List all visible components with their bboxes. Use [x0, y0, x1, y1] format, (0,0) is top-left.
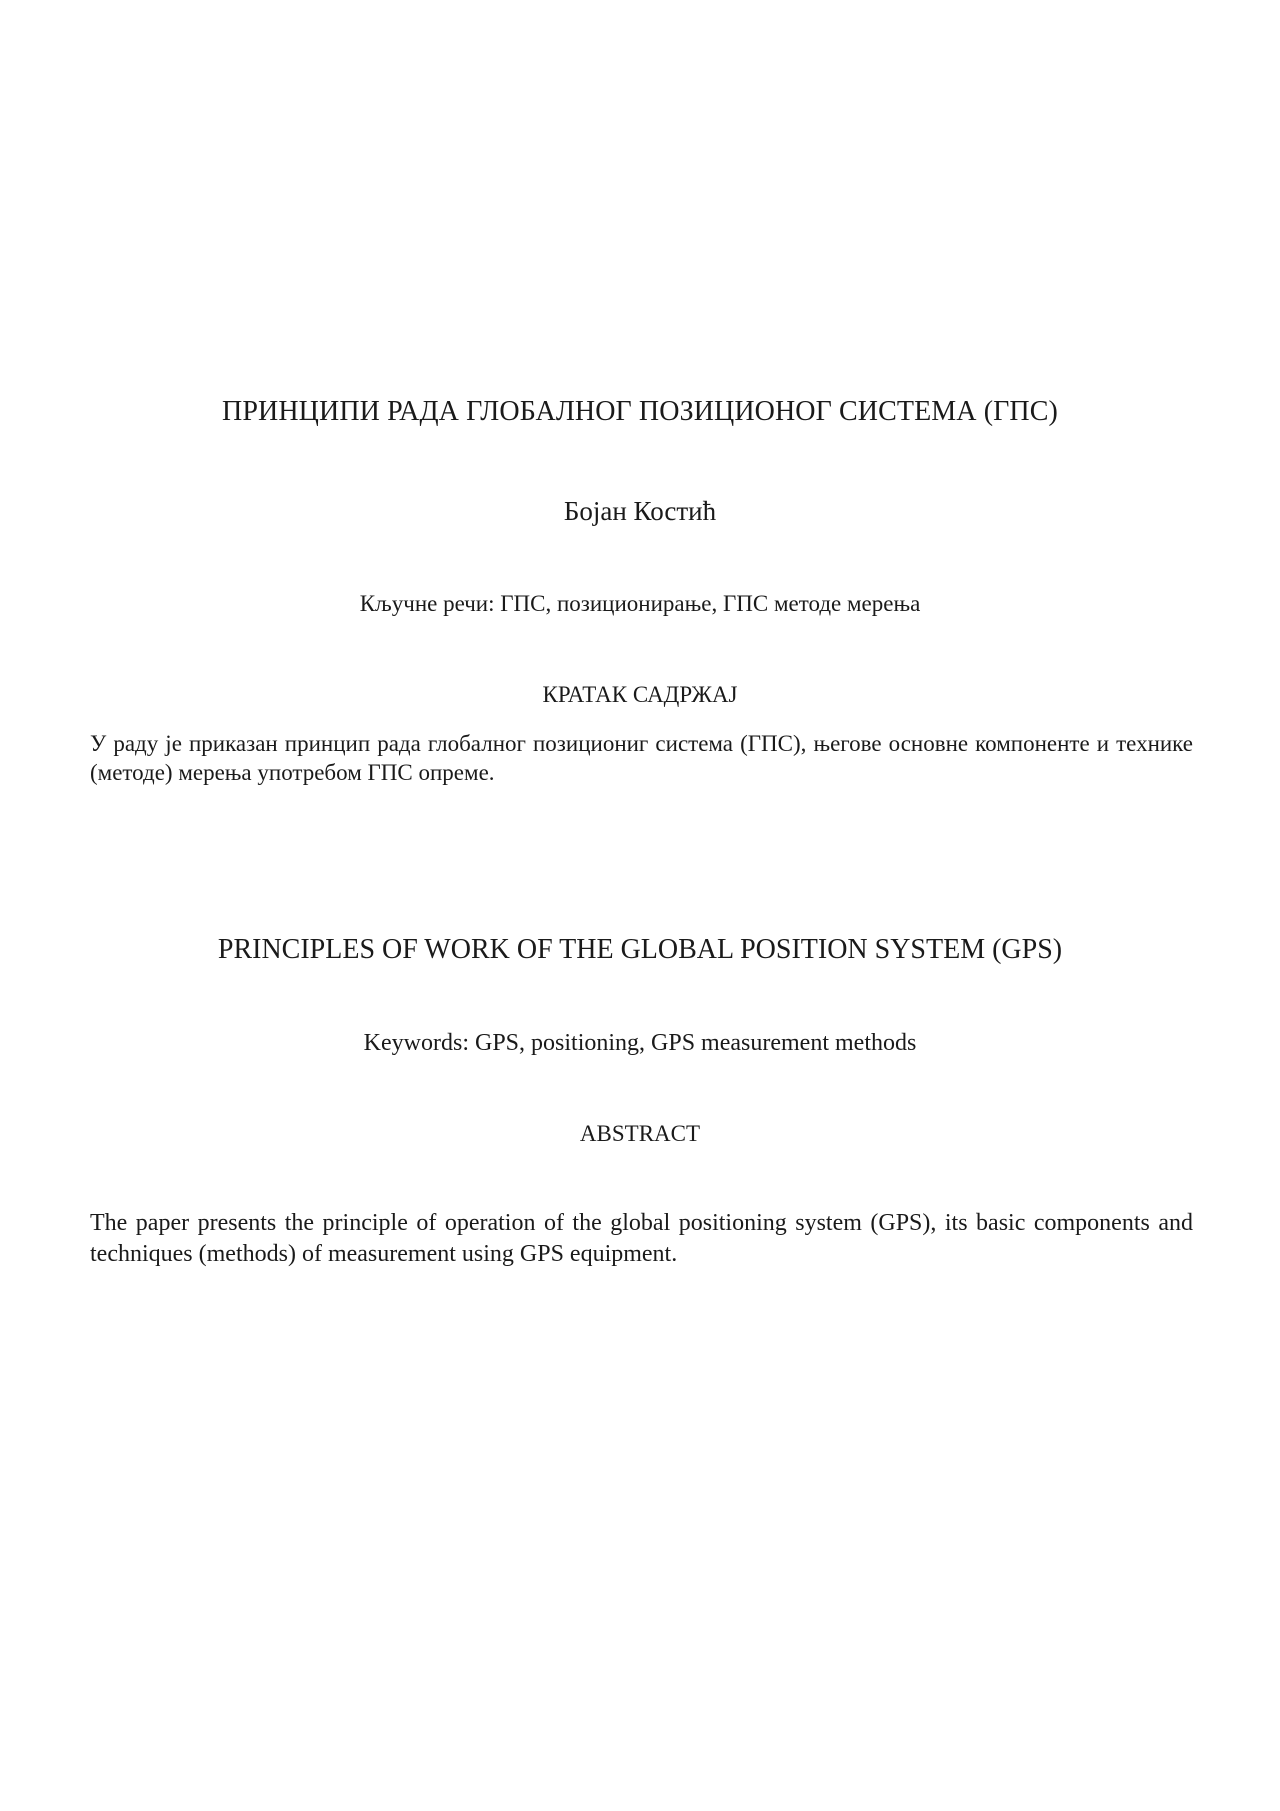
abstract-heading-serbian: КРАТАК САДРЖАЈ: [542, 682, 738, 707]
abstract-heading-english: ABSTRACT: [579, 1121, 701, 1146]
paper-title-serbian: ПРИНЦИПИ РАДА ГЛОБАЛНОГ ПОЗИЦИОНОГ СИСТЕМА (ГПС): [222, 396, 1058, 427]
keywords-english: Keywords: GPS, positioning, GPS measurement methods: [363, 1030, 917, 1056]
paper-title-english: PRINCIPLES OF WORK OF THE GLOBAL POSITION SYSTEM (GPS): [217, 934, 1063, 965]
abstract-text-english: The paper presents the principle of operation of the global positioning system (GPS), its basic components and techniques (methods) of measurement using GPS equipment.: [90, 1210, 1193, 1267]
keywords-serbian: Кључне речи: ГПС, позиционирање, ГПС методе мерења: [359, 591, 921, 616]
author-name: Бојан Костић: [563, 496, 717, 526]
abstract-text-serbian: У раду је приказан принцип рада глобалног позициониг система (ГПС), његове основне компоненте и технике (методе) мерења употребом ГПС опреме.: [90, 731, 1193, 785]
